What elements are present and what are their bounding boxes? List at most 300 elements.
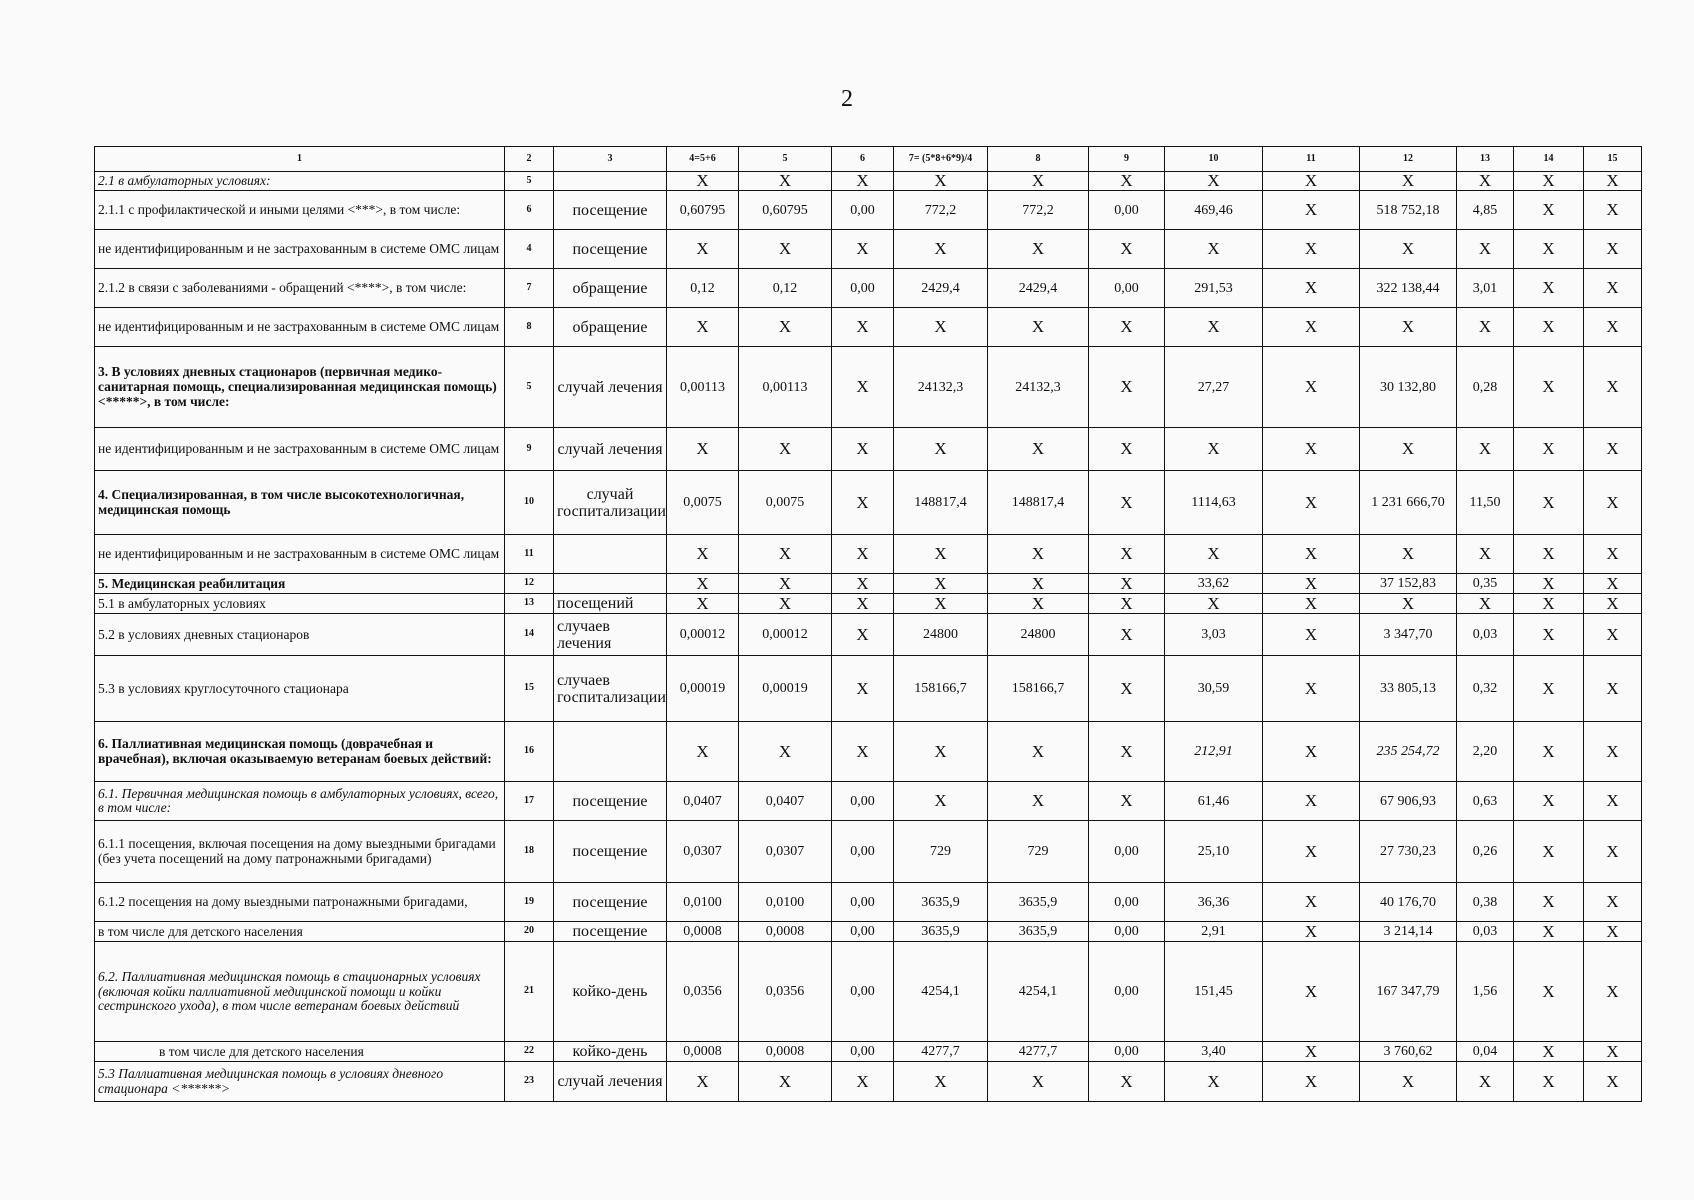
value-cell: 11,50 bbox=[1457, 471, 1514, 535]
value-cell: 0,00 bbox=[832, 942, 894, 1042]
value-cell: X bbox=[667, 172, 739, 191]
value-cell: X bbox=[1514, 883, 1584, 922]
row-label: 2.1.2 в связи с заболеваниями - обращений <****>, в том числе: bbox=[95, 269, 505, 308]
value-cell: X bbox=[1584, 1062, 1642, 1102]
value-cell: 158166,7 bbox=[894, 656, 988, 722]
unit-cell: случай лечения bbox=[554, 347, 667, 428]
unit-cell: койко-день bbox=[554, 1042, 667, 1062]
column-header-6: 6 bbox=[832, 147, 894, 172]
table-row bbox=[95, 821, 1642, 883]
value-cell: 148817,4 bbox=[988, 471, 1089, 535]
table-row bbox=[95, 722, 1642, 782]
value-cell: 0,00 bbox=[832, 1042, 894, 1062]
value-cell: 0,0100 bbox=[667, 883, 739, 922]
unit-cell: посещение bbox=[554, 191, 667, 230]
value-cell: X bbox=[1089, 471, 1165, 535]
value-cell: 0,00012 bbox=[667, 614, 739, 656]
value-cell: X bbox=[988, 535, 1089, 574]
value-cell: X bbox=[1089, 230, 1165, 269]
unit-cell: посещение bbox=[554, 883, 667, 922]
table-row bbox=[95, 347, 1642, 428]
value-cell: X bbox=[1514, 471, 1584, 535]
column-header-13: 13 bbox=[1457, 147, 1514, 172]
value-cell: X bbox=[988, 574, 1089, 594]
table-row bbox=[95, 191, 1642, 230]
value-cell: 0,00 bbox=[832, 269, 894, 308]
value-cell: X bbox=[1584, 471, 1642, 535]
value-cell: X bbox=[1089, 656, 1165, 722]
value-cell: X bbox=[1360, 172, 1457, 191]
value-cell: 0,12 bbox=[739, 269, 832, 308]
value-cell: 0,0008 bbox=[739, 922, 832, 942]
value-cell: X bbox=[1457, 308, 1514, 347]
value-cell: X bbox=[1089, 722, 1165, 782]
row-label: не идентифицированным и не застрахованным в системе ОМС лицам bbox=[95, 230, 505, 269]
table-row bbox=[95, 922, 1642, 942]
value-cell: X bbox=[832, 535, 894, 574]
value-cell: X bbox=[1584, 594, 1642, 614]
unit-cell: посещений bbox=[554, 594, 667, 614]
value-cell: X bbox=[894, 722, 988, 782]
value-cell: 0,0356 bbox=[667, 942, 739, 1042]
value-cell: X bbox=[1263, 172, 1360, 191]
value-cell: X bbox=[832, 347, 894, 428]
row-number: 21 bbox=[505, 942, 554, 1042]
value-cell: X bbox=[1263, 722, 1360, 782]
value-cell: 0,00 bbox=[832, 922, 894, 942]
value-cell: X bbox=[1584, 883, 1642, 922]
row-label: 5. Медицинская реабилитация bbox=[95, 574, 505, 594]
value-cell: 3635,9 bbox=[894, 883, 988, 922]
value-cell: 0,12 bbox=[667, 269, 739, 308]
value-cell: X bbox=[1089, 535, 1165, 574]
table-row bbox=[95, 1062, 1642, 1102]
value-cell: X bbox=[988, 722, 1089, 782]
value-cell: X bbox=[1584, 821, 1642, 883]
value-cell: X bbox=[832, 172, 894, 191]
value-cell: X bbox=[1514, 942, 1584, 1042]
value-cell: X bbox=[894, 1062, 988, 1102]
column-header-7: 7= (5*8+6*9)/4 bbox=[894, 147, 988, 172]
value-cell: 30,59 bbox=[1165, 656, 1263, 722]
row-number: 5 bbox=[505, 347, 554, 428]
value-cell: X bbox=[832, 1062, 894, 1102]
value-cell: 0,00019 bbox=[667, 656, 739, 722]
value-cell: X bbox=[1089, 347, 1165, 428]
value-cell: X bbox=[1165, 172, 1263, 191]
unit-cell bbox=[554, 722, 667, 782]
value-cell: 0,00 bbox=[1089, 269, 1165, 308]
value-cell: X bbox=[1263, 535, 1360, 574]
value-cell: 0,60795 bbox=[739, 191, 832, 230]
value-cell: 729 bbox=[988, 821, 1089, 883]
page-number: 2 bbox=[841, 86, 853, 112]
value-cell: X bbox=[667, 1062, 739, 1102]
value-cell: X bbox=[1514, 269, 1584, 308]
value-cell: X bbox=[1263, 347, 1360, 428]
unit-cell: случаев лечения bbox=[554, 614, 667, 656]
value-cell: X bbox=[894, 230, 988, 269]
unit-cell: посещение bbox=[554, 922, 667, 942]
value-cell: 0,32 bbox=[1457, 656, 1514, 722]
value-cell: X bbox=[1584, 656, 1642, 722]
value-cell: X bbox=[1514, 428, 1584, 471]
value-cell: 0,28 bbox=[1457, 347, 1514, 428]
value-cell: 0,00 bbox=[1089, 922, 1165, 942]
table-row bbox=[95, 656, 1642, 722]
value-cell: 3,40 bbox=[1165, 1042, 1263, 1062]
value-cell: 0,0307 bbox=[667, 821, 739, 883]
row-label: 6.1. Первичная медицинская помощь в амбулаторных условиях, всего, в том числе: bbox=[95, 782, 505, 821]
value-cell: X bbox=[832, 428, 894, 471]
value-cell: X bbox=[894, 308, 988, 347]
value-cell: X bbox=[1514, 782, 1584, 821]
value-cell: X bbox=[1263, 269, 1360, 308]
value-cell: 0,00 bbox=[1089, 191, 1165, 230]
value-cell: 0,38 bbox=[1457, 883, 1514, 922]
value-cell: X bbox=[1514, 574, 1584, 594]
value-cell: X bbox=[894, 428, 988, 471]
value-cell: 469,46 bbox=[1165, 191, 1263, 230]
unit-cell: случай госпитализации bbox=[554, 471, 667, 535]
value-cell: X bbox=[1089, 594, 1165, 614]
value-cell: 3 214,14 bbox=[1360, 922, 1457, 942]
column-header-4: 4=5+6 bbox=[667, 147, 739, 172]
row-label: не идентифицированным и не застрахованным в системе ОМС лицам bbox=[95, 428, 505, 471]
value-cell: X bbox=[1263, 308, 1360, 347]
row-number: 5 bbox=[505, 172, 554, 191]
table-body bbox=[95, 172, 1642, 1102]
value-cell: X bbox=[988, 172, 1089, 191]
column-header-14: 14 bbox=[1514, 147, 1584, 172]
value-cell: X bbox=[1514, 1042, 1584, 1062]
row-number: 4 bbox=[505, 230, 554, 269]
value-cell: 0,00 bbox=[832, 782, 894, 821]
value-cell: 33,62 bbox=[1165, 574, 1263, 594]
table-row bbox=[95, 782, 1642, 821]
value-cell: 1114,63 bbox=[1165, 471, 1263, 535]
unit-cell bbox=[554, 535, 667, 574]
value-cell: X bbox=[1263, 1062, 1360, 1102]
value-cell: 3635,9 bbox=[988, 883, 1089, 922]
value-cell: X bbox=[1089, 428, 1165, 471]
unit-cell: посещение bbox=[554, 782, 667, 821]
value-cell: 0,00113 bbox=[667, 347, 739, 428]
column-header-9: 9 bbox=[1089, 147, 1165, 172]
value-cell: X bbox=[1457, 535, 1514, 574]
table-row bbox=[95, 308, 1642, 347]
row-label: 3. В условиях дневных стационаров (первичная медико-санитарная помощь, специализированная медицинская помощь) <*****>, в том числе: bbox=[95, 347, 505, 428]
table-row bbox=[95, 594, 1642, 614]
value-cell: X bbox=[1165, 1062, 1263, 1102]
row-number: 6 bbox=[505, 191, 554, 230]
value-cell: 40 176,70 bbox=[1360, 883, 1457, 922]
value-cell: X bbox=[832, 722, 894, 782]
value-cell: X bbox=[739, 1062, 832, 1102]
table-row bbox=[95, 172, 1642, 191]
value-cell: X bbox=[1089, 308, 1165, 347]
row-label: 6.2. Паллиативная медицинская помощь в стационарных условиях (включая койки паллиативной медицинской помощи и койки сестринского ухода), в том числе ветеранам боевых действий bbox=[95, 942, 505, 1042]
value-cell: X bbox=[1263, 782, 1360, 821]
table-row bbox=[95, 1042, 1642, 1062]
value-cell: 0,63 bbox=[1457, 782, 1514, 821]
value-cell: 30 132,80 bbox=[1360, 347, 1457, 428]
value-cell: X bbox=[1089, 574, 1165, 594]
row-label: 6.1.1 посещения, включая посещения на дому выездными бригадами (без учета посещений на дому патронажными бригадами) bbox=[95, 821, 505, 883]
value-cell: X bbox=[988, 782, 1089, 821]
value-cell: X bbox=[1263, 594, 1360, 614]
row-label: не идентифицированным и не застрахованным в системе ОМС лицам bbox=[95, 308, 505, 347]
column-header-12: 12 bbox=[1360, 147, 1457, 172]
row-number: 13 bbox=[505, 594, 554, 614]
value-cell: 2429,4 bbox=[894, 269, 988, 308]
value-cell: 0,03 bbox=[1457, 922, 1514, 942]
value-cell: X bbox=[832, 594, 894, 614]
value-cell: X bbox=[739, 172, 832, 191]
value-cell: X bbox=[1263, 883, 1360, 922]
value-cell: X bbox=[894, 574, 988, 594]
value-cell: X bbox=[1514, 656, 1584, 722]
value-cell: 3,01 bbox=[1457, 269, 1514, 308]
table-row bbox=[95, 471, 1642, 535]
value-cell: X bbox=[1263, 230, 1360, 269]
value-cell: X bbox=[1584, 269, 1642, 308]
value-cell: 148817,4 bbox=[894, 471, 988, 535]
value-cell: 2,91 bbox=[1165, 922, 1263, 942]
row-number: 9 bbox=[505, 428, 554, 471]
value-cell: X bbox=[1457, 230, 1514, 269]
table-row bbox=[95, 883, 1642, 922]
value-cell: X bbox=[832, 308, 894, 347]
value-cell: 0,26 bbox=[1457, 821, 1514, 883]
row-number: 22 bbox=[505, 1042, 554, 1062]
value-cell: X bbox=[1089, 172, 1165, 191]
value-cell: 167 347,79 bbox=[1360, 942, 1457, 1042]
row-label: 2.1 в амбулаторных условиях: bbox=[95, 172, 505, 191]
header-row bbox=[95, 147, 1642, 172]
value-cell: 0,60795 bbox=[667, 191, 739, 230]
row-number: 20 bbox=[505, 922, 554, 942]
row-label: в том числе для детского населения bbox=[95, 922, 505, 942]
value-cell: X bbox=[1514, 821, 1584, 883]
value-cell: X bbox=[739, 594, 832, 614]
value-cell: X bbox=[739, 230, 832, 269]
value-cell: X bbox=[1584, 230, 1642, 269]
value-cell: 151,45 bbox=[1165, 942, 1263, 1042]
value-cell: 0,0075 bbox=[667, 471, 739, 535]
value-cell: X bbox=[894, 172, 988, 191]
value-cell: X bbox=[1584, 172, 1642, 191]
row-label: 4. Специализированная, в том числе высокотехнологичная, медицинская помощь bbox=[95, 471, 505, 535]
value-cell: X bbox=[1263, 471, 1360, 535]
value-cell: X bbox=[1457, 594, 1514, 614]
value-cell: X bbox=[667, 308, 739, 347]
column-header-8: 8 bbox=[988, 147, 1089, 172]
value-cell: X bbox=[1263, 821, 1360, 883]
value-cell: 4277,7 bbox=[988, 1042, 1089, 1062]
value-cell: 2429,4 bbox=[988, 269, 1089, 308]
value-cell: 24800 bbox=[988, 614, 1089, 656]
value-cell: X bbox=[1584, 535, 1642, 574]
value-cell: X bbox=[667, 722, 739, 782]
value-cell: 0,0307 bbox=[739, 821, 832, 883]
value-cell: X bbox=[894, 535, 988, 574]
unit-cell: обращение bbox=[554, 308, 667, 347]
value-cell: 0,00019 bbox=[739, 656, 832, 722]
unit-cell: посещение bbox=[554, 230, 667, 269]
table-row bbox=[95, 230, 1642, 269]
row-number: 16 bbox=[505, 722, 554, 782]
value-cell: X bbox=[1360, 535, 1457, 574]
unit-cell: случаев госпитализации bbox=[554, 656, 667, 722]
value-cell: X bbox=[1584, 574, 1642, 594]
value-cell: X bbox=[1584, 308, 1642, 347]
row-number: 11 bbox=[505, 535, 554, 574]
value-cell: 0,00 bbox=[1089, 942, 1165, 1042]
value-cell: 0,00 bbox=[1089, 1042, 1165, 1062]
table-row bbox=[95, 574, 1642, 594]
unit-cell bbox=[554, 172, 667, 191]
value-cell: 4,85 bbox=[1457, 191, 1514, 230]
column-header-2: 2 bbox=[505, 147, 554, 172]
value-cell: X bbox=[739, 308, 832, 347]
table-row bbox=[95, 614, 1642, 656]
value-cell: 3,03 bbox=[1165, 614, 1263, 656]
value-cell: 4277,7 bbox=[894, 1042, 988, 1062]
column-header-1: 1 bbox=[95, 147, 505, 172]
value-cell: X bbox=[832, 614, 894, 656]
row-number: 8 bbox=[505, 308, 554, 347]
value-cell: X bbox=[988, 308, 1089, 347]
value-cell: X bbox=[667, 535, 739, 574]
value-cell: 518 752,18 bbox=[1360, 191, 1457, 230]
value-cell: 4254,1 bbox=[894, 942, 988, 1042]
value-cell: X bbox=[1360, 230, 1457, 269]
value-cell: X bbox=[832, 230, 894, 269]
value-cell: X bbox=[1089, 1062, 1165, 1102]
value-cell: X bbox=[894, 782, 988, 821]
value-cell: 3635,9 bbox=[894, 922, 988, 942]
value-cell: 0,00 bbox=[1089, 883, 1165, 922]
value-cell: 0,00113 bbox=[739, 347, 832, 428]
unit-cell: обращение bbox=[554, 269, 667, 308]
value-cell: X bbox=[1263, 656, 1360, 722]
table-row bbox=[95, 269, 1642, 308]
value-cell: X bbox=[1263, 574, 1360, 594]
row-label: не идентифицированным и не застрахованным в системе ОМС лицам bbox=[95, 535, 505, 574]
value-cell: 0,04 bbox=[1457, 1042, 1514, 1062]
value-cell: X bbox=[1584, 428, 1642, 471]
row-number: 10 bbox=[505, 471, 554, 535]
value-cell: 0,0008 bbox=[667, 1042, 739, 1062]
unit-cell: посещение bbox=[554, 821, 667, 883]
value-cell: X bbox=[1514, 172, 1584, 191]
value-cell: 235 254,72 bbox=[1360, 722, 1457, 782]
row-label: 2.1.1 с профилактической и иными целями <***>, в том числе: bbox=[95, 191, 505, 230]
value-cell: X bbox=[1165, 428, 1263, 471]
value-cell: X bbox=[1457, 1062, 1514, 1102]
value-cell: X bbox=[1457, 428, 1514, 471]
value-cell: 0,0356 bbox=[739, 942, 832, 1042]
row-label: 5.2 в условиях дневных стационаров bbox=[95, 614, 505, 656]
value-cell: X bbox=[1165, 594, 1263, 614]
value-cell: X bbox=[739, 574, 832, 594]
value-cell: 0,00012 bbox=[739, 614, 832, 656]
value-cell: X bbox=[1165, 308, 1263, 347]
row-label: в том числе для детского населения bbox=[95, 1042, 505, 1062]
value-cell: X bbox=[894, 594, 988, 614]
row-number: 17 bbox=[505, 782, 554, 821]
value-cell: 1 231 666,70 bbox=[1360, 471, 1457, 535]
value-cell: 27,27 bbox=[1165, 347, 1263, 428]
row-label: 6. Паллиативная медицинская помощь (доврачебная и врачебная), включая оказываемую ветеранам боевых действий: bbox=[95, 722, 505, 782]
value-cell: 1,56 bbox=[1457, 942, 1514, 1042]
row-number: 19 bbox=[505, 883, 554, 922]
value-cell: X bbox=[1165, 230, 1263, 269]
value-cell: X bbox=[667, 230, 739, 269]
row-label: 5.3 в условиях круглосуточного стационара bbox=[95, 656, 505, 722]
value-cell: X bbox=[1514, 308, 1584, 347]
value-cell: X bbox=[1584, 191, 1642, 230]
value-cell: 37 152,83 bbox=[1360, 574, 1457, 594]
value-cell: X bbox=[1514, 535, 1584, 574]
value-cell: 212,91 bbox=[1165, 722, 1263, 782]
value-cell: X bbox=[739, 428, 832, 471]
value-cell: 3635,9 bbox=[988, 922, 1089, 942]
value-cell: 24800 bbox=[894, 614, 988, 656]
row-number: 14 bbox=[505, 614, 554, 656]
row-label: 5.3 Паллиативная медицинская помощь в условиях дневного стационара <******> bbox=[95, 1062, 505, 1102]
value-cell: 0,0407 bbox=[739, 782, 832, 821]
value-cell: 24132,3 bbox=[988, 347, 1089, 428]
value-cell: X bbox=[1263, 191, 1360, 230]
value-cell: X bbox=[1584, 1042, 1642, 1062]
value-cell: 772,2 bbox=[988, 191, 1089, 230]
value-cell: 0,00 bbox=[1089, 821, 1165, 883]
value-cell: 158166,7 bbox=[988, 656, 1089, 722]
value-cell: 291,53 bbox=[1165, 269, 1263, 308]
value-cell: 33 805,13 bbox=[1360, 656, 1457, 722]
value-cell: X bbox=[1263, 922, 1360, 942]
value-cell: 25,10 bbox=[1165, 821, 1263, 883]
row-number: 18 bbox=[505, 821, 554, 883]
value-cell: X bbox=[1457, 172, 1514, 191]
value-cell: 36,36 bbox=[1165, 883, 1263, 922]
row-number: 12 bbox=[505, 574, 554, 594]
value-cell: X bbox=[1263, 614, 1360, 656]
value-cell: 67 906,93 bbox=[1360, 782, 1457, 821]
value-cell: X bbox=[1089, 782, 1165, 821]
row-label: 6.1.2 посещения на дому выездными патронажными бригадами, bbox=[95, 883, 505, 922]
unit-cell: койко-день bbox=[554, 942, 667, 1042]
unit-cell: случай лечения bbox=[554, 428, 667, 471]
value-cell: 322 138,44 bbox=[1360, 269, 1457, 308]
value-cell: X bbox=[1584, 722, 1642, 782]
row-label: 5.1 в амбулаторных условиях bbox=[95, 594, 505, 614]
value-cell: X bbox=[667, 594, 739, 614]
table-row bbox=[95, 535, 1642, 574]
value-cell: 772,2 bbox=[894, 191, 988, 230]
value-cell: X bbox=[1165, 535, 1263, 574]
value-cell: X bbox=[988, 428, 1089, 471]
value-cell: 0,0008 bbox=[739, 1042, 832, 1062]
unit-cell: случай лечения bbox=[554, 1062, 667, 1102]
value-cell: X bbox=[1360, 1062, 1457, 1102]
row-number: 23 bbox=[505, 1062, 554, 1102]
table-row bbox=[95, 428, 1642, 471]
value-cell: 2,20 bbox=[1457, 722, 1514, 782]
value-cell: X bbox=[832, 574, 894, 594]
